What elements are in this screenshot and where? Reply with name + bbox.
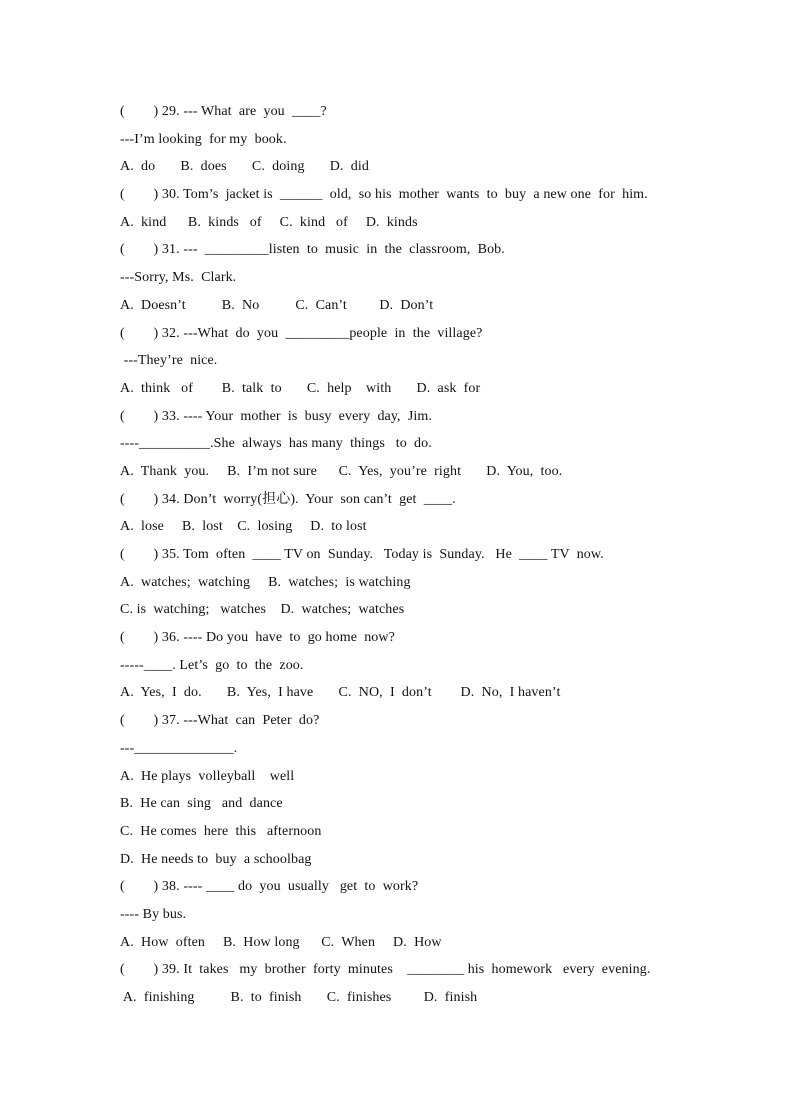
q37-stem: ( ) 37. ---What can Peter do? — [120, 713, 320, 729]
q37-option-d: D. He needs to buy a schoolbag — [120, 851, 312, 867]
q33-stem: ( ) 33. ---- Your mother is busy every day, Jim. — [120, 408, 432, 424]
q36-options: A. Yes, I do. B. Yes, I have C. NO, I don’t D. No, I haven’t — [120, 685, 561, 701]
q39-options: A. finishing B. to finish C. finishes D. finish — [120, 990, 478, 1005]
q37-option-c: C. He comes here this afternoon — [120, 823, 322, 839]
q39-stem: ( ) 39. It takes my brother forty minutes ________ his homework every evening. — [120, 962, 651, 978]
q34-options: A. lose B. lost C. losing D. to lost — [120, 519, 367, 535]
q36-response: -----____. Let’s go to the zoo. — [120, 657, 304, 673]
q35-stem: ( ) 35. Tom often ____ TV on Sunday. Today is Sunday. He ____ TV now. — [120, 547, 604, 562]
q35-options-line2: C. is watching; watches D. watches; watches — [120, 602, 405, 618]
q30-stem: ( ) 30. Tom’s jacket is ______ old, so his mother wants to buy a new one for him. — [120, 187, 648, 203]
q37-option-a: A. He plays volleyball well — [120, 768, 295, 784]
q33-options: A. Thank you. B. I’m not sure C. Yes, you’re right D. You, too. — [120, 463, 563, 479]
q38-stem: ( ) 38. ---- ____ do you usually get to work? — [120, 879, 419, 895]
q33-response: ----__________.She always has many things to do. — [120, 436, 432, 452]
q29-response: ---I’m looking for my book. — [120, 131, 287, 147]
q31-response: ---Sorry, Ms. Clark. — [120, 270, 237, 286]
q29-stem: ( ) 29. --- What are you ____? — [120, 104, 327, 119]
exam-page — [120, 98, 760, 1012]
q31-options: A. Doesn’t B. No C. Can’t D. Don’t — [120, 297, 434, 313]
q32-options: A. think of B. talk to C. help with D. ask for — [120, 380, 481, 396]
q30-options: A. kind B. kinds of C. kind of D. kinds — [120, 214, 418, 230]
q38-response: ---- By bus. — [120, 906, 187, 922]
q29-options: A. do B. does C. doing D. did — [120, 159, 369, 175]
q37-response: ---______________. — [120, 740, 238, 756]
q32-stem: ( ) 32. ---What do you _________people in the village? — [120, 325, 483, 341]
q34-stem: ( ) 34. Don’t worry(担心). Your son can’t get ____. — [120, 491, 456, 507]
q36-stem: ( ) 36. ---- Do you have to go home now? — [120, 630, 395, 646]
q31-stem: ( ) 31. --- _________listen to music in the classroom, Bob. — [120, 242, 505, 258]
q37-option-b: B. He can sing and dance — [120, 796, 283, 812]
q38-options: A. How often B. How long C. When D. How — [120, 934, 442, 950]
q32-response: ---They’re nice. — [120, 353, 218, 369]
q35-options-line1: A. watches; watching B. watches; is watching — [120, 574, 411, 590]
